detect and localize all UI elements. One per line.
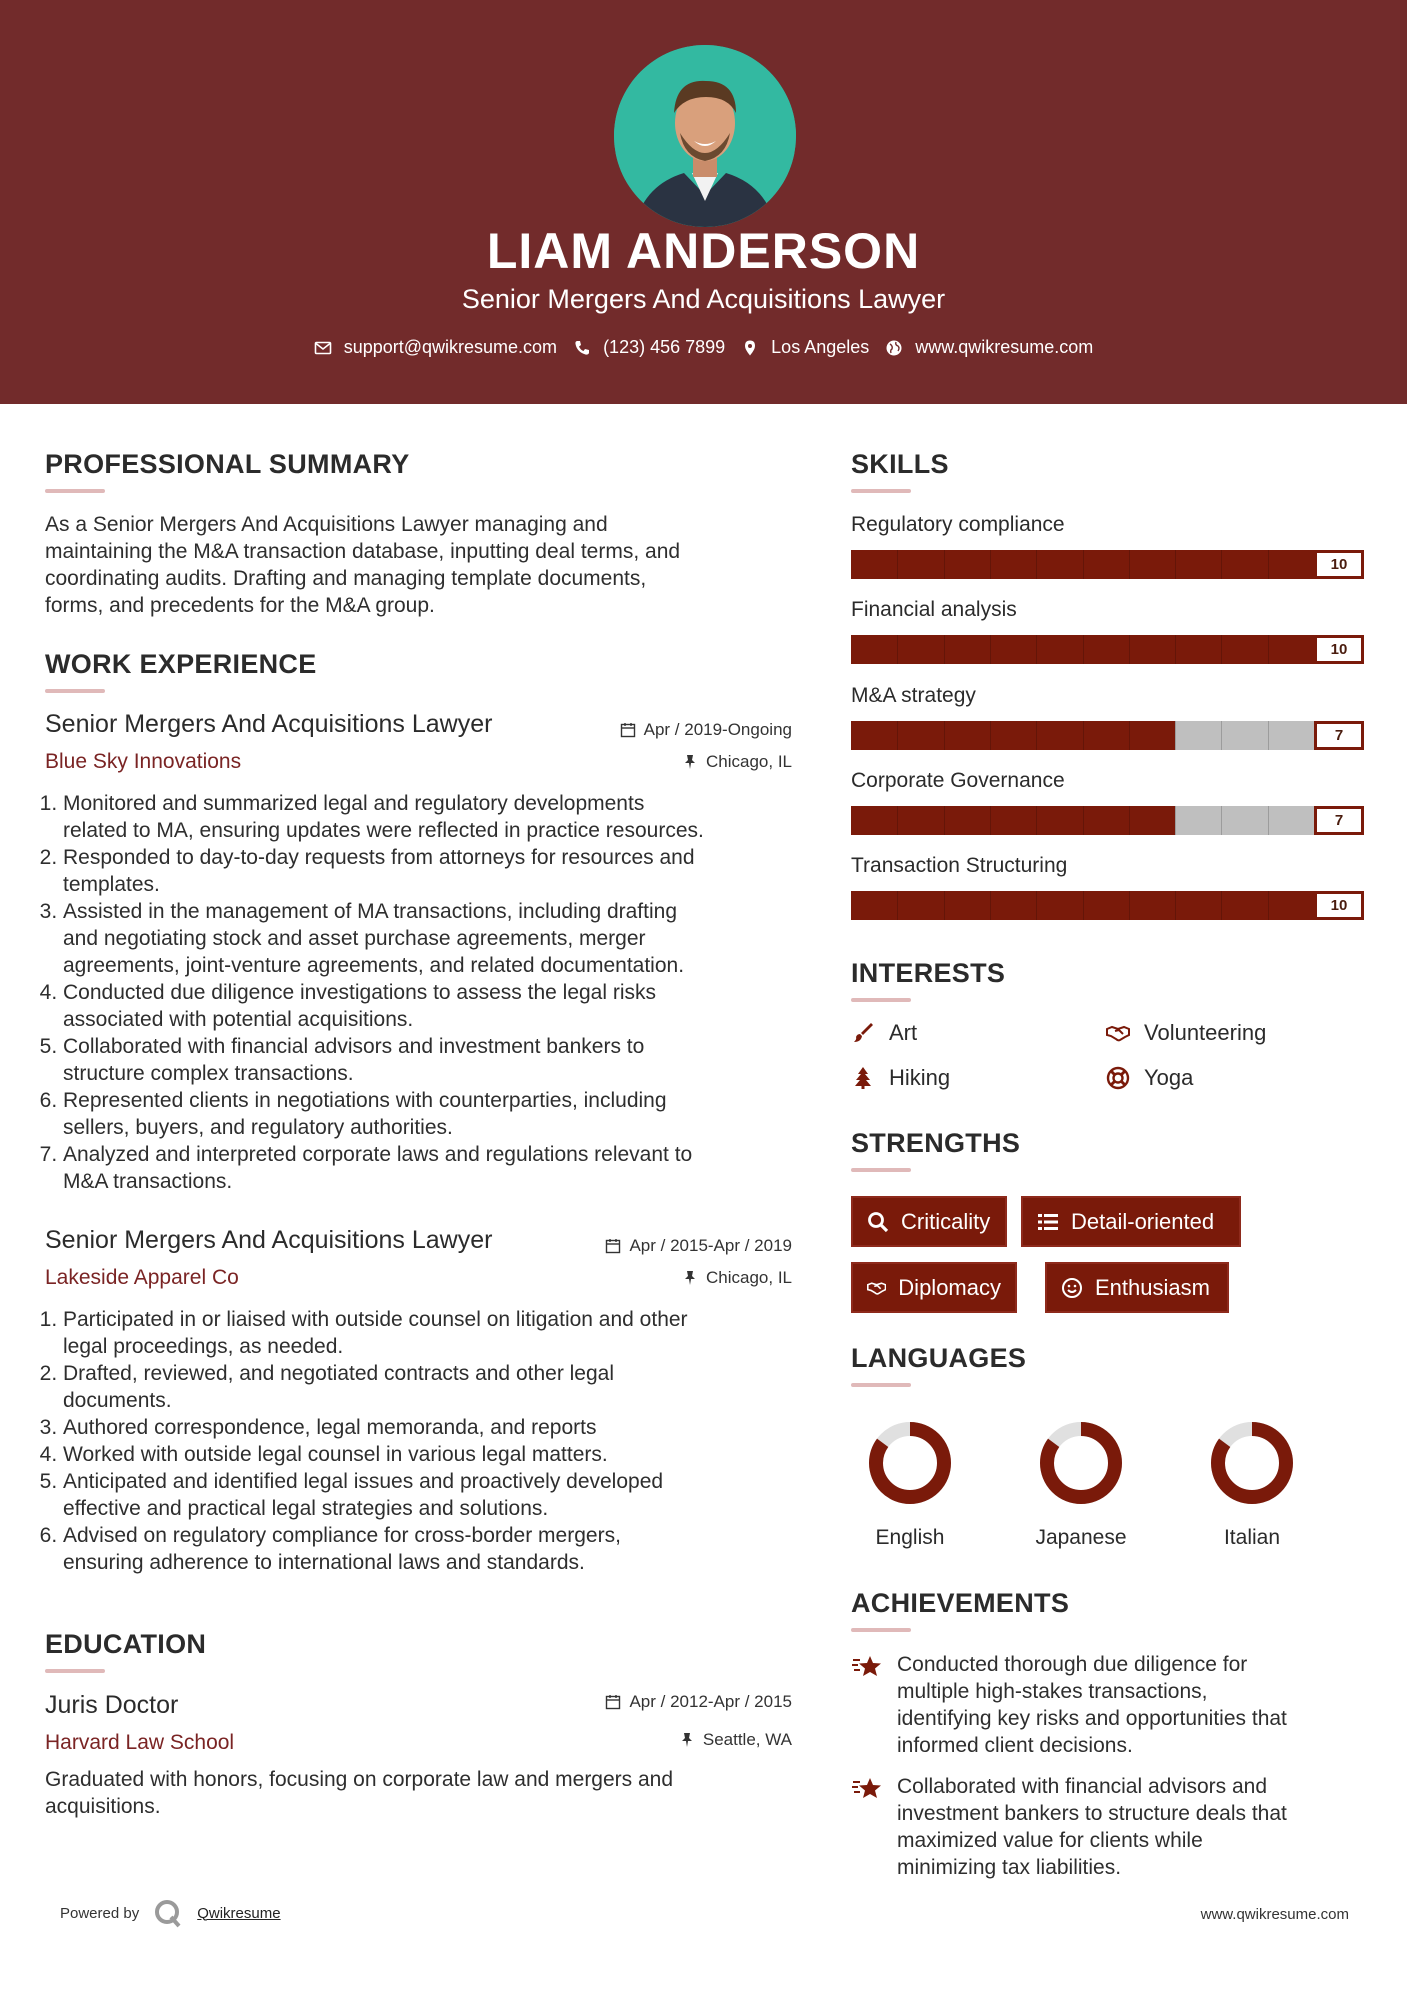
skill-bar-segment: [1083, 635, 1084, 664]
skill-bar: [851, 806, 1364, 835]
skill-bar-segment: [1083, 550, 1084, 579]
achievements-rule: [851, 1628, 911, 1632]
list-item: 1. Monitored and summarized legal and regulatory developments related to MA, ensuring updates were reflected in practice resources.: [63, 790, 805, 844]
experience-heading: WORK EXPERIENCE: [45, 649, 317, 679]
list-item: 6. Advised on regulatory compliance for cross-border mergers, ensuring adherence to international laws and standards.: [63, 1522, 805, 1576]
achievement-item: [851, 1773, 1287, 1881]
skill-score: 7: [1314, 806, 1364, 835]
skill-bar-segment: [944, 550, 945, 579]
skill-bar-segment: [897, 721, 898, 750]
skill-score: 10: [1314, 550, 1364, 579]
language-name: Italian: [1223, 1526, 1281, 1549]
education-heading: EDUCATION: [45, 1629, 207, 1659]
list-item: 1. Participated in or liaised with outside counsel on litigation and other legal proceedings, as needed.: [63, 1306, 805, 1360]
skill-bar-segment: [1221, 806, 1222, 835]
smile-icon: [1061, 1277, 1083, 1299]
list-item: 7. Analyzed and interpreted corporate laws and regulations relevant to M&A transactions.: [63, 1141, 805, 1195]
skill-bar-segment: [1036, 635, 1037, 664]
list-item: 2. Responded to day-to-day requests from attorneys for resources and templates.: [63, 844, 805, 898]
language-item: [1021, 1418, 1141, 1550]
globe-icon: [885, 339, 903, 357]
tree-icon: [851, 1066, 875, 1090]
qwikresume-logo-icon: [153, 1898, 183, 1928]
job-dates: [540, 1236, 792, 1256]
skill-bar-fill: [851, 635, 1364, 664]
skill-bar-segment: [1221, 891, 1222, 920]
skill-bar-segment: [1083, 891, 1084, 920]
interests-rule: [851, 998, 911, 1002]
skill-bar-segment: [1129, 635, 1130, 664]
skill-bar-fill: [851, 806, 1175, 835]
skill-bar-segment: [1268, 891, 1269, 920]
phone-icon: [573, 339, 591, 357]
skill-bar-segment: [1221, 635, 1222, 664]
school-name: Harvard Law School: [45, 1731, 235, 1754]
job-location-text: Chicago, IL: [706, 1268, 792, 1287]
interests-heading: INTERESTS: [851, 958, 1006, 988]
skill-bar-segment: [944, 635, 945, 664]
pushpin-icon: [679, 1732, 695, 1748]
list-item: 6. Represented clients in negotiations with counterparties, including sellers, buyers, and regulatory authorities.: [63, 1087, 805, 1141]
contact-location: [741, 337, 869, 358]
skill-bar-segment: [1083, 721, 1084, 750]
strength-criticality: Criticality: [851, 1196, 1007, 1247]
summary-rule: [45, 489, 105, 493]
language-name: Japanese: [1035, 1526, 1127, 1549]
paintbrush-icon: [851, 1021, 875, 1045]
experience-rule: [45, 689, 105, 693]
job-location: [560, 1268, 792, 1288]
handshake-icon: [1106, 1021, 1130, 1045]
skill-bar: [851, 891, 1364, 920]
skills-heading: SKILLS: [851, 449, 949, 479]
achievement-item: [851, 1651, 1287, 1759]
calendar-icon: [605, 1238, 621, 1254]
language-item: [1192, 1418, 1312, 1550]
skill-bar: [851, 550, 1364, 579]
achievement-text: Conducted thorough due diligence for multiple high-stakes transactions, identifying key risks and opportunities that informed client decisions.: [897, 1653, 1287, 1757]
list-item: 4. Conducted due diligence investigations to assess the legal risks associated with potential acquisitions.: [63, 979, 805, 1033]
skill-bar-segment: [990, 550, 991, 579]
phone-text: (123) 456 7899: [603, 337, 726, 357]
job-title: Senior Mergers And Acquisitions Lawyer: [45, 1226, 493, 1254]
calendar-icon: [620, 722, 636, 738]
candidate-name: LIAM ANDERSON: [486, 223, 921, 279]
skill-bar-segment: [897, 891, 898, 920]
skill-bar-segment: [1036, 721, 1037, 750]
skill-bar: [851, 721, 1364, 750]
list-item: 3. Assisted in the management of MA transactions, including drafting and negotiating stock and asset purchase agreements, merger agreements, joint-venture agreements, and related documentation.: [63, 898, 805, 979]
job-dates-text: Apr / 2015-Apr / 2019: [629, 1236, 792, 1255]
language-donut: [1207, 1418, 1297, 1508]
calendar-icon: [605, 1694, 621, 1710]
degree-title: Juris Doctor: [45, 1691, 179, 1719]
skill-bar-segment: [944, 721, 945, 750]
job-company: Lakeside Apparel Co: [45, 1266, 239, 1289]
achievement-text: Collaborated with financial advisors and investment bankers to structure deals that maximized value for clients while minimizing tax liabilities.: [897, 1775, 1287, 1879]
skill-bar-segment: [990, 721, 991, 750]
skill-score: 7: [1314, 721, 1364, 750]
candidate-headline: Senior Mergers And Acquisitions Lawyer: [461, 284, 946, 314]
education-dates-text: Apr / 2012-Apr / 2015: [629, 1692, 792, 1711]
summary-heading: PROFESSIONAL SUMMARY: [45, 449, 410, 479]
star-award-icon: [851, 1651, 883, 1683]
skill-bar-segment: [1129, 721, 1130, 750]
contact-row: [0, 337, 1407, 358]
summary-line: As a Senior Mergers And Acquisitions Lawyer managing and: [45, 513, 608, 536]
language-name: English: [875, 1526, 945, 1549]
interest-volunteering: Volunteering: [1106, 1020, 1266, 1046]
skill-bar-segment: [1175, 550, 1176, 579]
job-dates-text: Apr / 2019-Ongoing: [643, 720, 792, 739]
skill-bar-segment: [990, 806, 991, 835]
profile-photo: [614, 45, 796, 227]
skill-bar-segment: [1036, 550, 1037, 579]
education-rule: [45, 1669, 105, 1673]
contact-website[interactable]: [885, 337, 1093, 358]
search-icon: [867, 1211, 889, 1233]
handshake-icon: [867, 1277, 886, 1299]
job-duties-list: [45, 1306, 805, 1576]
skill-bar-segment: [897, 806, 898, 835]
skill-bar-segment: [1129, 550, 1130, 579]
job-location: [560, 752, 792, 772]
job-dates: [560, 720, 792, 740]
summary-line: coordinating audits. Drafting and managing template documents,: [45, 567, 647, 590]
skill-bar-segment: [944, 891, 945, 920]
list-item: 4. Worked with outside legal counsel in various legal matters.: [63, 1441, 805, 1468]
language-item: [850, 1418, 970, 1550]
skill-label: Regulatory compliance: [851, 513, 1065, 536]
job-company: Blue Sky Innovations: [45, 750, 242, 773]
job-duties-list: [45, 790, 805, 1195]
education-description: Graduated with honors, focusing on corporate law and mergers and acquisitions.: [45, 1768, 674, 1818]
skill-bar-segment: [1175, 721, 1176, 750]
pushpin-icon: [682, 1270, 698, 1286]
list-icon: [1037, 1211, 1059, 1233]
location-text: Los Angeles: [771, 337, 870, 357]
skill-bar-segment: [1036, 806, 1037, 835]
contact-phone[interactable]: [573, 337, 725, 358]
skill-bar: [851, 635, 1364, 664]
map-pin-icon: [741, 339, 759, 357]
achievements-heading: ACHIEVEMENTS: [851, 1588, 1070, 1618]
footer-website[interactable]: www.qwikresume.com: [1200, 1906, 1349, 1923]
list-item: 5. Anticipated and identified legal issues and proactively developed effective and practical legal strategies and solutions.: [63, 1468, 805, 1522]
skill-score: 10: [1314, 891, 1364, 920]
skill-bar-segment: [1083, 806, 1084, 835]
summary-line: maintaining the M&A transaction database, inputting deal terms, and: [45, 540, 681, 563]
skill-bar-segment: [1221, 721, 1222, 750]
languages-rule: [851, 1383, 911, 1387]
interest-hiking: Hiking: [851, 1065, 950, 1091]
skill-label: Transaction Structuring: [851, 854, 1068, 877]
summary-text: [45, 511, 680, 619]
skill-bar-segment: [897, 635, 898, 664]
pushpin-icon: [682, 754, 698, 770]
skill-bar-segment: [1268, 806, 1269, 835]
skill-bar-segment: [897, 550, 898, 579]
skill-bar-segment: [990, 891, 991, 920]
skill-score: 10: [1314, 635, 1364, 664]
skill-bar-segment: [1175, 806, 1176, 835]
education-location: [560, 1730, 792, 1750]
skill-label: Corporate Governance: [851, 769, 1065, 792]
language-donut: [1036, 1418, 1126, 1508]
skill-bar-segment: [1175, 635, 1176, 664]
star-award-icon: [851, 1773, 883, 1805]
skill-label: Financial analysis: [851, 598, 1017, 621]
list-item: 5. Collaborated with financial advisors and investment bankers to structure complex transactions.: [63, 1033, 805, 1087]
skill-bar-fill: [851, 721, 1175, 750]
strength-diplomacy: Diplomacy: [851, 1262, 1017, 1313]
education-location-text: Seattle, WA: [702, 1730, 792, 1749]
strength-detail-oriented: Detail-oriented: [1021, 1196, 1241, 1247]
strengths-rule: [851, 1168, 911, 1172]
skill-bar-segment: [1129, 891, 1130, 920]
skill-bar-segment: [1268, 550, 1269, 579]
skill-bar-segment: [1129, 806, 1130, 835]
email-text: support@qwikresume.com: [343, 337, 558, 357]
skill-bar-fill: [851, 550, 1364, 579]
strengths-heading: STRENGTHS: [851, 1128, 1021, 1158]
education-dates: [540, 1692, 792, 1712]
interest-yoga: Yoga: [1106, 1065, 1193, 1091]
envelope-icon: [314, 339, 332, 357]
contact-email[interactable]: [314, 337, 557, 358]
list-item: 2. Drafted, reviewed, and negotiated contracts and other legal documents.: [63, 1360, 805, 1414]
interest-art: Art: [851, 1020, 917, 1046]
skill-bar-segment: [990, 635, 991, 664]
skills-rule: [851, 489, 911, 493]
resume-header: [0, 0, 1407, 404]
powered-by-text: Powered by: [60, 1904, 140, 1922]
footer-powered-by: [60, 1898, 281, 1928]
job-title: Senior Mergers And Acquisitions Lawyer: [45, 710, 493, 738]
summary-line: forms, and precedents for the M&A group.: [45, 594, 435, 617]
skill-bar-fill: [851, 891, 1364, 920]
skill-bar-segment: [1175, 891, 1176, 920]
skill-bar-segment: [1268, 721, 1269, 750]
skill-bar-segment: [1268, 635, 1269, 664]
lifebuoy-icon: [1106, 1066, 1130, 1090]
skill-bar-segment: [1036, 891, 1037, 920]
list-item: 3. Authored correspondence, legal memoranda, and reports: [63, 1414, 805, 1441]
job-location-text: Chicago, IL: [706, 752, 792, 771]
languages-heading: LANGUAGES: [851, 1343, 1027, 1373]
website-text: www.qwikresume.com: [915, 337, 1094, 357]
skill-bar-segment: [944, 806, 945, 835]
skill-bar-segment: [1221, 550, 1222, 579]
language-donut: [865, 1418, 955, 1508]
skill-label: M&A strategy: [851, 684, 976, 707]
qwikresume-link[interactable]: Qwikresume: [197, 1904, 281, 1922]
strength-enthusiasm: Enthusiasm: [1045, 1262, 1229, 1313]
